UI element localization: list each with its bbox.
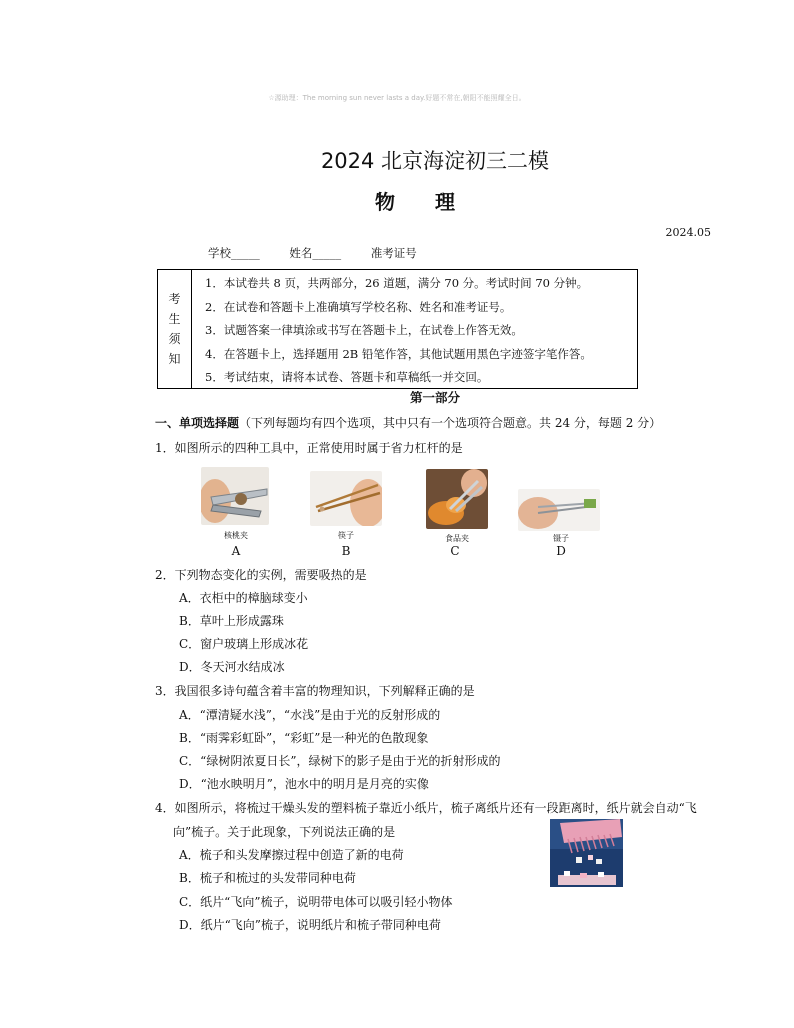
figure-caption: 核桃夹 xyxy=(224,531,248,540)
question-4-stem-continued: 向”梳子。关于此现象，下列说法正确的是 xyxy=(173,825,396,839)
part-title: 第一部分 xyxy=(409,390,460,405)
tweezers-image xyxy=(518,489,600,531)
watermark: ☆源助理：The morning sun never lasts a day.好题不常在,朝阳不能照耀全日。 xyxy=(268,94,526,102)
notice-item: 3．试题答案一律填涂或书写在答题卡上，在试卷上作答无效。 xyxy=(205,323,523,337)
subject-title: 物理 xyxy=(375,190,495,214)
figure-letter: D xyxy=(556,544,566,558)
figure-letter: A xyxy=(231,544,241,558)
question-4-option: A．梳子和头发摩擦过程中创造了新的电荷 xyxy=(179,848,404,862)
notice-label-char: 知 xyxy=(168,352,181,366)
figure-letter: C xyxy=(450,544,460,558)
notice-label-char: 生 xyxy=(168,312,181,326)
question-3-option: B．“雨霁彩虹卧”，“彩虹”是一种光的色散现象 xyxy=(179,731,429,745)
figure-letter: B xyxy=(341,544,351,558)
question-2-option: A．衣柜中的樟脑球变小 xyxy=(179,591,308,605)
section-heading xyxy=(155,414,661,431)
section-title: 一、单项选择题 xyxy=(155,416,240,430)
notice-item: 4．在答题卡上，选择题用 2B 铅笔作答，其他试题用黑色字迹签字笔作答。 xyxy=(205,346,592,361)
question-3-option: A．“潭清疑水浅”，“水浅”是由于光的反射形成的 xyxy=(179,708,441,722)
food-tongs-image xyxy=(426,469,488,529)
question-4-option: C．纸片“飞向”梳子，说明带电体可以吸引轻小物体 xyxy=(179,895,453,909)
school-field-label: 学校_____ xyxy=(208,246,260,260)
notice-label-char: 须 xyxy=(168,332,181,346)
student-info-fields xyxy=(208,245,443,261)
notice-item: 1．本试卷共 8 页，共两部分，26 道题，满分 70 分。考试时间 70 分钟。 xyxy=(205,276,589,290)
notice-list xyxy=(205,272,592,390)
question-2-option: B．草叶上形成露珠 xyxy=(179,614,284,628)
comb-paper-image xyxy=(550,819,623,887)
question-4-option: D．纸片“飞向”梳子，说明纸片和梳子带同种电荷 xyxy=(179,918,441,932)
name-field-label: 姓名_____ xyxy=(289,246,342,260)
question-3-option: C．“绿树阴浓夏日长”，绿树下的影子是由于光的折射形成的 xyxy=(179,754,501,768)
question-1-stem: 1．如图所示的四种工具中，正常使用时属于省力杠杆的是 xyxy=(155,441,463,455)
question-3-option: D．“池水映明月”，池水中的明月是月亮的实像 xyxy=(179,777,429,791)
figure-caption: 镊子 xyxy=(553,534,569,543)
section-description: （下列每题均有四个选项，其中只有一个选项符合题意。共 24 分，每题 2 分） xyxy=(239,416,662,430)
question-4-option: B．梳子和梳过的头发带同种电荷 xyxy=(179,871,356,885)
exam-date: 2024.05 xyxy=(665,226,711,239)
notice-item: 5．考试结束，请将本试卷、答题卡和草稿纸一并交回。 xyxy=(205,370,489,384)
question-4-stem: 4．如图所示，将梳过干燥头发的塑料梳子靠近小纸片，梳子离纸片还有一段距离时，纸片就会自动“飞 xyxy=(155,801,697,815)
notice-label xyxy=(158,270,192,388)
exam-id-field-label: 准考证号 xyxy=(370,246,417,260)
question-2-option: C．窗户玻璃上形成冰花 xyxy=(179,637,309,651)
exam-notice-box xyxy=(157,269,638,389)
question-2-stem: 2．下列物态变化的实例，需要吸热的是 xyxy=(155,568,367,582)
notice-item: 2．在试卷和答题卡上准确填写学校名称、姓名和准考证号。 xyxy=(205,299,512,314)
page-title: 2024 北京海淀初三二模 xyxy=(320,149,550,173)
question-3-stem: 3．我国很多诗句蕴含着丰富的物理知识，下列解释正确的是 xyxy=(155,684,475,698)
question-2-option: D．冬天河水结成冰 xyxy=(179,660,285,674)
figure-caption: 食品夹 xyxy=(445,534,469,543)
figure-caption: 筷子 xyxy=(338,531,354,540)
walnut-cracker-image xyxy=(201,467,269,525)
chopsticks-image xyxy=(310,471,382,526)
notice-label-char: 考 xyxy=(168,292,181,306)
